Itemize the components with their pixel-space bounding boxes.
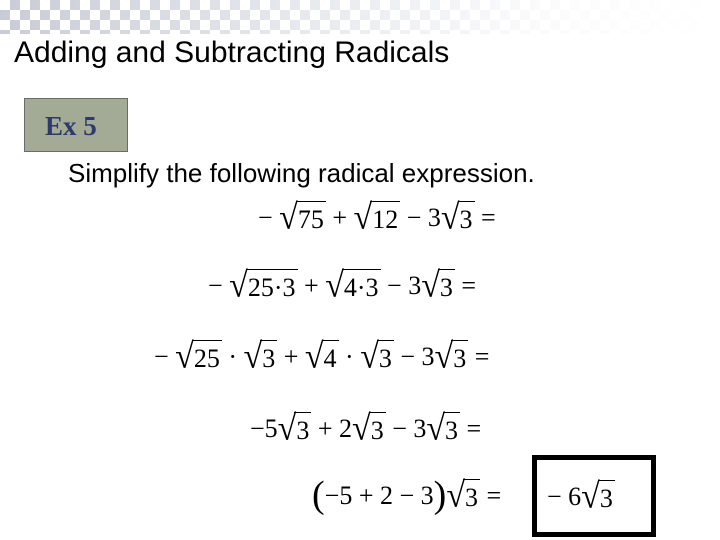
step5-equals: = xyxy=(486,481,502,510)
radical-sign: √ xyxy=(440,198,460,237)
step1-neg: − xyxy=(258,203,273,232)
example-label-box xyxy=(24,98,128,152)
step2-equals: = xyxy=(461,271,477,300)
step3-radicand-3: 3 xyxy=(451,340,468,377)
step2-radicand-3: 3 xyxy=(438,269,455,306)
decorative-checker-fade xyxy=(0,0,720,34)
step3-minus: − xyxy=(400,342,416,371)
step5-inner: −5 + 2 − 3 xyxy=(324,481,434,510)
math-step-3 xyxy=(154,337,489,377)
radical-sign: √ xyxy=(175,337,194,376)
step4-term-3: 3 xyxy=(413,414,427,443)
step3-radicand-2b: 3 xyxy=(377,340,394,377)
step4-term-2: 2 xyxy=(339,414,353,443)
step3-dot-2: · xyxy=(345,342,354,371)
radical-sign: √ xyxy=(229,266,248,305)
answer-radicand: 3 xyxy=(598,480,615,517)
radical-sign: √ xyxy=(279,198,298,237)
step3-equals: = xyxy=(474,342,490,371)
instruction-text: Simplify the following radical expression. xyxy=(68,158,535,188)
step1-coef: 3 xyxy=(427,203,441,232)
radical-sign: √ xyxy=(353,198,373,237)
answer-coefficient: − 6 xyxy=(547,482,582,511)
step1-plus: + xyxy=(332,203,348,232)
step4-plus: + xyxy=(317,414,333,443)
step2-radicand-2: 4·3 xyxy=(342,269,381,306)
radical-sign: √ xyxy=(277,409,297,448)
step3-neg: − xyxy=(154,342,169,371)
step2-plus: + xyxy=(304,271,319,300)
step3-radicand-1: 25 xyxy=(192,340,222,377)
example-label: Ex 5 xyxy=(45,111,97,141)
slide-title: Adding and Subtracting Radicals xyxy=(14,36,450,69)
step4-radicand-1: 3 xyxy=(294,412,311,449)
step1-radicand-3: 3 xyxy=(458,201,475,238)
math-step-1 xyxy=(258,198,496,238)
radical-sign: √ xyxy=(426,409,446,448)
step4-radicand-3: 3 xyxy=(443,412,460,449)
step2-coef: 3 xyxy=(408,271,422,300)
step2-radicand-1: 25·3 xyxy=(246,269,298,306)
step2-neg: − xyxy=(208,271,223,300)
step3-radicand-1b: 3 xyxy=(260,340,277,377)
step3-dot-1: · xyxy=(228,342,238,371)
radical-sign: √ xyxy=(360,337,379,376)
final-answer xyxy=(547,477,615,517)
step5-radicand: 3 xyxy=(463,479,480,516)
radical-sign: √ xyxy=(304,337,324,376)
step2-minus: − xyxy=(387,271,402,300)
radical-sign: √ xyxy=(243,337,263,376)
math-step-4 xyxy=(250,409,481,449)
math-step-2 xyxy=(208,266,476,306)
radical-sign: √ xyxy=(434,337,454,376)
step3-radicand-2: 4 xyxy=(322,340,339,377)
step1-radicand-1: 75 xyxy=(296,201,326,238)
radical-sign: √ xyxy=(352,409,371,448)
step1-equals: = xyxy=(481,203,496,232)
step1-minus: − xyxy=(406,203,422,232)
step5-right-paren: ) xyxy=(433,474,447,516)
step3-coef: 3 xyxy=(421,342,435,371)
step3-plus: + xyxy=(283,342,299,371)
radical-sign: √ xyxy=(421,266,440,305)
step4-radicand-2: 3 xyxy=(369,412,386,449)
step5-left-paren: ( xyxy=(312,474,325,516)
step4-minus: − xyxy=(392,414,407,443)
step1-radicand-2: 12 xyxy=(370,201,400,238)
step4-equals: = xyxy=(466,414,482,443)
answer-box xyxy=(532,455,656,537)
math-step-5 xyxy=(312,476,501,516)
step4-term-1: −5 xyxy=(250,414,278,443)
radical-sign: √ xyxy=(446,476,465,515)
radical-sign: √ xyxy=(325,266,344,305)
radical-sign: √ xyxy=(581,477,600,516)
